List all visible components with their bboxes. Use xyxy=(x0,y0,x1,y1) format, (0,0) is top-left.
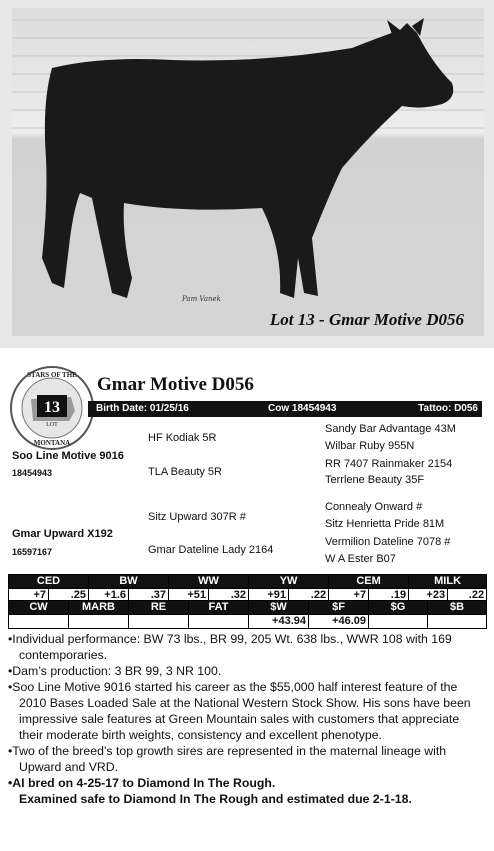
epd-accuracy: .25 xyxy=(49,589,89,603)
pedigree-sdd: Terrlene Beauty 35F xyxy=(325,474,425,486)
epd-header: WW xyxy=(169,575,249,589)
cow-registration: Cow 18454943 xyxy=(268,403,337,414)
pedigree-sss: Sandy Bar Advantage 43M xyxy=(325,423,456,435)
epd-value xyxy=(9,615,69,629)
epd-value: +23 xyxy=(409,589,448,603)
pedigree-dam-reg: 16597167 xyxy=(12,547,53,557)
note-item: •Soo Line Motive 9016 started his career as the $55,000 half interest feature of the 2010 Bases Loaded Sale at the National Western Stock Show. His sons have been impressive sale features at Green Mountain sales with customers that appreciate their moderate birth weights, consistency and excellent phenotype. xyxy=(8,680,471,742)
photographer-signature: Pam Vanek xyxy=(182,295,221,303)
epd-value: +46.09 xyxy=(309,615,369,629)
epd-value xyxy=(129,615,189,629)
epd-table xyxy=(8,574,487,603)
epd-value xyxy=(369,615,428,629)
epd-accuracy: .37 xyxy=(129,589,169,603)
epd-header-row-2 xyxy=(9,601,487,615)
epd-header: BW xyxy=(89,575,169,589)
photo-frame xyxy=(0,0,494,348)
epd-header: $G xyxy=(369,601,428,615)
animal-name: Gmar Motive D056 xyxy=(97,374,254,395)
badge-number: 13 xyxy=(44,399,60,416)
note-item: •Two of the breed’s top growth sires are represented in the maternal lineage with Upward and VRD. xyxy=(8,744,447,774)
epd-accuracy: .32 xyxy=(209,589,249,603)
epd-header: CED xyxy=(9,575,89,589)
epd-header: MARB xyxy=(69,601,129,615)
badge-top-text: STARS OF THE xyxy=(27,371,77,379)
epd-value xyxy=(189,615,249,629)
pedigree-ssd: Wilbar Ruby 955N xyxy=(325,440,415,452)
pedigree-dsd: Sitz Henrietta Pride 81M xyxy=(325,518,445,530)
epd-header: $B xyxy=(428,601,487,615)
epd-header: YW xyxy=(249,575,329,589)
pedigree-dam: Gmar Upward X192 xyxy=(12,528,113,540)
epd-header: CEM xyxy=(329,575,409,589)
lot-caption: Lot 13 - Gmar Motive D056 xyxy=(269,310,464,329)
pedigree-dd: Gmar Dateline Lady 2164 xyxy=(148,544,274,556)
badge-lot-label: LOT xyxy=(46,422,58,428)
epd-header: MILK xyxy=(409,575,487,589)
epd-value: +7 xyxy=(9,589,49,603)
birth-date: Birth Date: 01/25/16 xyxy=(96,403,189,414)
epd-value-row-2 xyxy=(9,615,487,629)
epd-header: $W xyxy=(249,601,309,615)
pedigree-sire: Soo Line Motive 9016 xyxy=(12,450,124,462)
info-bar xyxy=(88,401,482,417)
epd-header: CW xyxy=(9,601,69,615)
note-item: •Dam’s production: 3 BR 99, 3 NR 100. xyxy=(8,664,222,678)
epd-header-row-1 xyxy=(9,575,487,589)
epd-value: +43.94 xyxy=(249,615,309,629)
badge-bottom-text: MONTANA xyxy=(33,439,71,447)
epd-value xyxy=(428,615,487,629)
epd-value: +1.6 xyxy=(89,589,129,603)
epd-header: $F xyxy=(309,601,369,615)
pedigree-ss: HF Kodiak 5R xyxy=(148,432,217,444)
tattoo: Tattoo: D056 xyxy=(418,403,478,414)
epd-value: +91 xyxy=(249,589,289,603)
pedigree-sire-reg: 18454943 xyxy=(12,468,53,478)
pedigree-dds: Vermilion Dateline 7078 # xyxy=(325,536,451,548)
note-item-examined: Examined safe to Diamond In The Rough and estimated due 2-1-18. xyxy=(19,792,412,806)
stars-of-montana-badge xyxy=(9,365,95,451)
epd-value: +51 xyxy=(169,589,209,603)
heifer-photo xyxy=(12,8,484,336)
pedigree-ddd: W A Ester B07 xyxy=(325,553,396,565)
notes-list xyxy=(8,631,482,807)
epd-value: +7 xyxy=(329,589,369,603)
note-item-bred: •AI bred on 4-25-17 to Diamond In The Rough. xyxy=(8,776,276,790)
pedigree-sds: RR 7407 Rainmaker 2154 xyxy=(325,458,453,470)
epd-accuracy: .19 xyxy=(369,589,409,603)
pedigree-sd: TLA Beauty 5R xyxy=(148,466,222,478)
epd-table-2 xyxy=(8,600,487,629)
epd-value xyxy=(69,615,129,629)
epd-header: RE xyxy=(129,601,189,615)
epd-accuracy: .22 xyxy=(448,589,487,603)
note-item: •Individual performance: BW 73 lbs., BR 99, 205 Wt. 638 lbs., WWR 108 with 169 contemporaries. xyxy=(8,632,452,662)
heifer-illustration xyxy=(12,8,484,336)
epd-header: FAT xyxy=(189,601,249,615)
epd-accuracy: .22 xyxy=(289,589,329,603)
pedigree-dss: Connealy Onward # xyxy=(325,501,423,513)
pedigree-ds: Sitz Upward 307R # xyxy=(148,511,246,523)
